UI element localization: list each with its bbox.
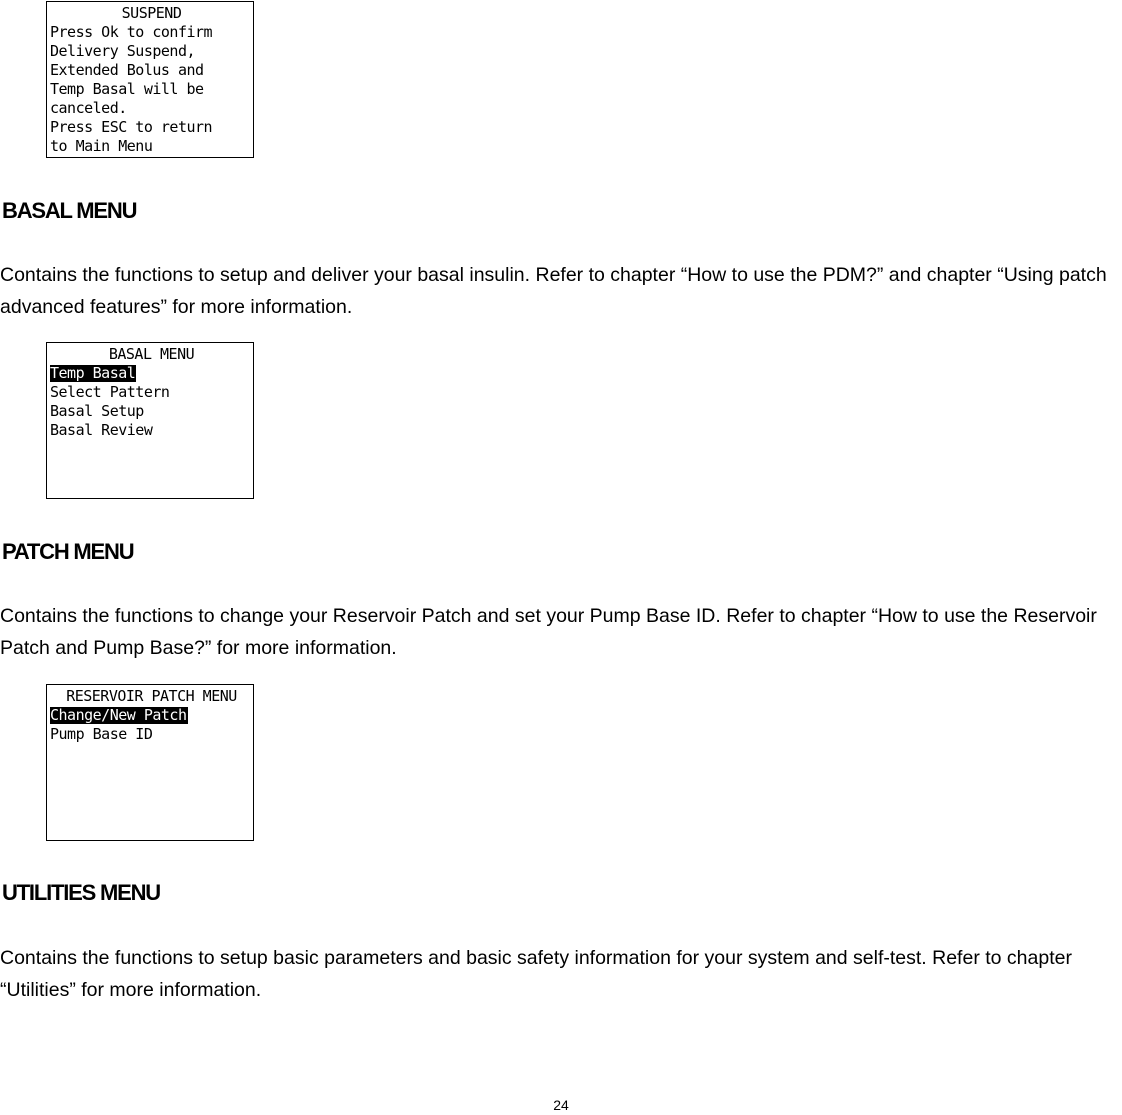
suspend-screen-title: SUSPEND xyxy=(121,4,182,22)
basal-menu-item-select-pattern[interactable]: Select Pattern xyxy=(50,383,170,401)
basal-menu-item-temp-basal-selected[interactable]: Temp Basal xyxy=(50,364,136,382)
suspend-screen-line: Temp Basal will be xyxy=(50,80,204,98)
basal-menu-screen-title: BASAL MENU xyxy=(108,345,195,363)
patch-menu-description: Contains the functions to change your Reservoir Patch and set your Pump Base ID. Refer to chapter “How to use the Reservoir Patch and Pump Base?” for more information. xyxy=(0,605,1097,659)
patch-menu-item-pump-base-id[interactable]: Pump Base ID xyxy=(50,725,153,743)
reservoir-patch-menu-screen-title: RESERVOIR PATCH MENU xyxy=(66,687,237,705)
suspend-screen-line: Extended Bolus and xyxy=(50,61,204,79)
suspend-screen-line: canceled. xyxy=(50,99,127,117)
basal-menu-screen xyxy=(46,342,254,499)
patch-menu-item-change-new-patch-selected[interactable]: Change/New Patch xyxy=(50,706,187,724)
suspend-screen xyxy=(46,1,254,158)
basal-menu-description: Contains the functions to setup and deliver your basal insulin. Refer to chapter “How to use the PDM?” and chapter “Using patch advanced features” for more information. xyxy=(0,264,1107,318)
utilities-menu-description: Contains the functions to setup basic parameters and basic safety information for your system and self-test. Refer to chapter “Utilities” for more information. xyxy=(0,947,1072,1001)
basal-menu-heading: BASAL MENU xyxy=(2,198,137,223)
utilities-menu-heading: UTILITIES MENU xyxy=(2,880,160,905)
basal-menu-item-basal-setup[interactable]: Basal Setup xyxy=(50,402,144,420)
suspend-screen-line: Delivery Suspend, xyxy=(50,42,196,60)
suspend-screen-line: Press Ok to confirm xyxy=(50,23,213,41)
suspend-screen-line: Press ESC to return xyxy=(50,118,213,136)
page-number: 24 xyxy=(553,1097,569,1113)
reservoir-patch-menu-screen xyxy=(46,684,254,841)
basal-menu-item-basal-review[interactable]: Basal Review xyxy=(50,421,153,439)
patch-menu-heading: PATCH MENU xyxy=(2,539,134,564)
suspend-screen-line: to Main Menu xyxy=(50,137,153,155)
